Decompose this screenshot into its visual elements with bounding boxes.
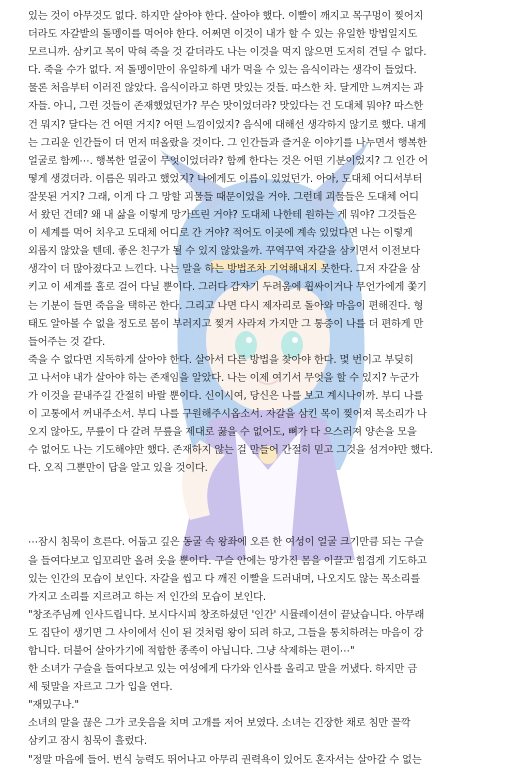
text-line: 모르니까. 삼키고 목이 막혀 죽을 것 같더라도 나는 이것을 먹지 않으면 도저히 견딜 수 없다. (28, 47, 427, 59)
text-line: 도 집단이 생기면 그 사이에서 신이 된 것처럼 왕이 되려 하고, 그들을 통치하려는 마음이 강 (28, 627, 424, 639)
text-line: 건 뭐지? 달다는 건 어떤 거지? 어떤 느낌이었지? 음식에 대해선 생각하지 않기로 했다. 내게 (28, 119, 427, 131)
text-line: 있는 것이 아무것도 없다. 하지만 살아야 한다. 살아야 했다. 이빨이 깨지고 목구멍이 찢어지 (28, 11, 424, 22)
text-line: 죽을 수 없다면 지독하게 살아야 한다. 살아서 다른 방법을 찾아야 한다. 몇 번이고 부딪히 (28, 354, 414, 366)
text-line: 더라도 자갈밭의 돌멩이를 먹어야 한다. 어쩌면 이것이 내가 할 수 있는 유일한 방법일지도 (28, 29, 418, 41)
text-line: 잘못된 거지? 그래, 이게 다 그 망할 괴물들 때문이었을 거야. 그런데 괴물들은 도대체 어디 (28, 191, 419, 203)
text-line: 이 고통에서 꺼내주소서. 부디 나를 구원해주시옵소서. 자갈을 삼킨 목이 찢어져 목소리가 나 (28, 409, 427, 421)
text-line: 키고 이 세계를 홀로 걸어 다닐 뿐이다. 그러다 갑자기 두려움에 휩싸이거나 무언가에게 쫓기 (28, 282, 427, 294)
text-line: 생각이 더 많아졌다고 느낀다. 나는 말을 하는 방법조차 기억해내지 못한다. 그저 자갈을 삼 (28, 264, 421, 276)
text-line: 있는 인간의 모습이 보인다. 자갈을 씹고 다 깨진 이빨을 드러내며, 나오지도 않는 목소리를 (28, 573, 421, 585)
section-2 (28, 534, 492, 769)
section-gap (28, 478, 492, 534)
text-line: 자들. 아니, 그런 것들이 존재했었던가? 무슨 맛이었더라? 맛있다는 건 도대체 뭐야? 따스한 (28, 101, 424, 113)
text-line: 수 없어도 나는 기도해야만 했다. 존재하지 않는 걸 만들어 간절히 믿고 그것을 섬겨야만 했다. (28, 445, 433, 457)
text-line: 합니다. 더불어 살아가기에 적합한 종족이 아닙니다. 그냥 삭제하는 편이⋯" (28, 646, 355, 657)
text-line: 오지 않아도, 무릎이 다 갈려 무릎을 제대로 꿇을 수 없어도, 뼈가 다 으스러져 양손을 모을 (28, 427, 417, 439)
text-line: 태도 알아볼 수 없을 정도로 몸이 부러지고 찢겨 사라져 가지만 그 통증이 나를 더 편하게 만 (28, 318, 424, 330)
text-line: 들어주는 것 같다. (28, 336, 106, 348)
document-page (28, 8, 492, 770)
text-line: "정말 마음에 들어. 번식 능력도 뛰어나고 아무리 권력욕이 있어도 혼자서는 살아갈 수 없는 (28, 754, 422, 766)
text-line: 외롭지 않았을 텐데. 좋은 친구가 될 수 있지 않았을까. 꾸역꾸역 자갈을 삼키면서 이전보다 (28, 246, 421, 258)
text-line: 가지고 소리를 지르려고 하는 저 인간의 모습이 보인다. (28, 591, 266, 603)
text-line: 서 왔던 건데? 왜 내 삶을 이렇게 망가뜨린 거야? 도대체 나한테 원하는 게 뭐야? 그것들은 (28, 210, 417, 222)
text-line: "재밌구나." (28, 700, 79, 712)
text-line: 한 소녀가 구슬을 들여다보고 있는 여성에게 다가와 인사를 올리고 말을 꺼냈다. 하지만 금 (28, 664, 418, 676)
text-line: 을 들여다보고 입꼬리만 올려 웃을 뿐이다. 구슬 안에는 망가진 몸을 이끌고 힘겹게 기도하고 (28, 555, 427, 567)
text-line: 이 세계를 먹어 치우고 도대체 어디로 간 거야? 적어도 이곳에 계속 있었다면 나는 이렇게 (28, 228, 413, 240)
text-line: 물론 처음부터 이러진 않았다. 음식이라고 하면 맛있는 것들. 따스한 차. 달게만 느껴지는 과 (28, 83, 424, 95)
text-line: ⋯잠시 침묵이 흐른다. 어둡고 깊은 동굴 속 왕좌에 오른 한 여성이 얼굴 크기만큼 되는 구슬 (28, 537, 424, 549)
section-1 (28, 8, 492, 478)
text-line: 는 그리운 인간들이 더 먼저 떠올랐을 것이다. 그 인간들과 즐거운 이야기를 나누면서 행복한 (28, 137, 427, 149)
text-line: 가 이것을 끝내주길 간절히 바랄 뿐이다. 신이시여, 당신은 나를 보고 계시나이까. 부디 나를 (28, 390, 424, 402)
text-line: 는 기분이 들면 죽음을 택하곤 한다. 그리고 나면 다시 제자리로 돌아와 마음이 편해진다. 형 (28, 300, 424, 312)
text-line: 다. 죽을 수가 없다. 저 돌멩이만이 유일하게 내가 먹을 수 있는 음식이라는 생각이 들었다. (28, 65, 417, 77)
text-line: 세 뒷말을 자르고 그가 입을 연다. (28, 682, 173, 694)
text-line: 떻게 생겼더라. 이름은 뭐라고 했었지? 나에게도 이름이 있었던가. 아아, 도대체 어디서부터 (28, 173, 423, 185)
text-line: 소녀의 말을 끊은 그가 코웃음을 치며 고개를 저어 보였다. 소녀는 긴장한 채로 침만 꼴깍 (28, 718, 411, 730)
text-line: 고 나서야 내가 살아야 하는 존재임을 알았다. 나는 이제 여기서 무엇을 할 수 있지? 누군가 (28, 372, 419, 384)
text-line: "창조주님께 인사드립니다. 보시다시피 창조하셨던 '인간' 시뮬레이션이 끝났습니다. 아무래 (28, 609, 425, 621)
text-line: 다. 오직 그뿐만이 답을 알고 있을 것이다. (28, 463, 208, 475)
text-line: 얼굴로 함께⋯. 행복한 얼굴이 무엇이었더라? 함께 한다는 것은 어떤 기분이었지? 그 인간 어 (28, 155, 428, 167)
text-line: 삼키고 잠시 침묵이 흘렀다. (28, 736, 147, 748)
